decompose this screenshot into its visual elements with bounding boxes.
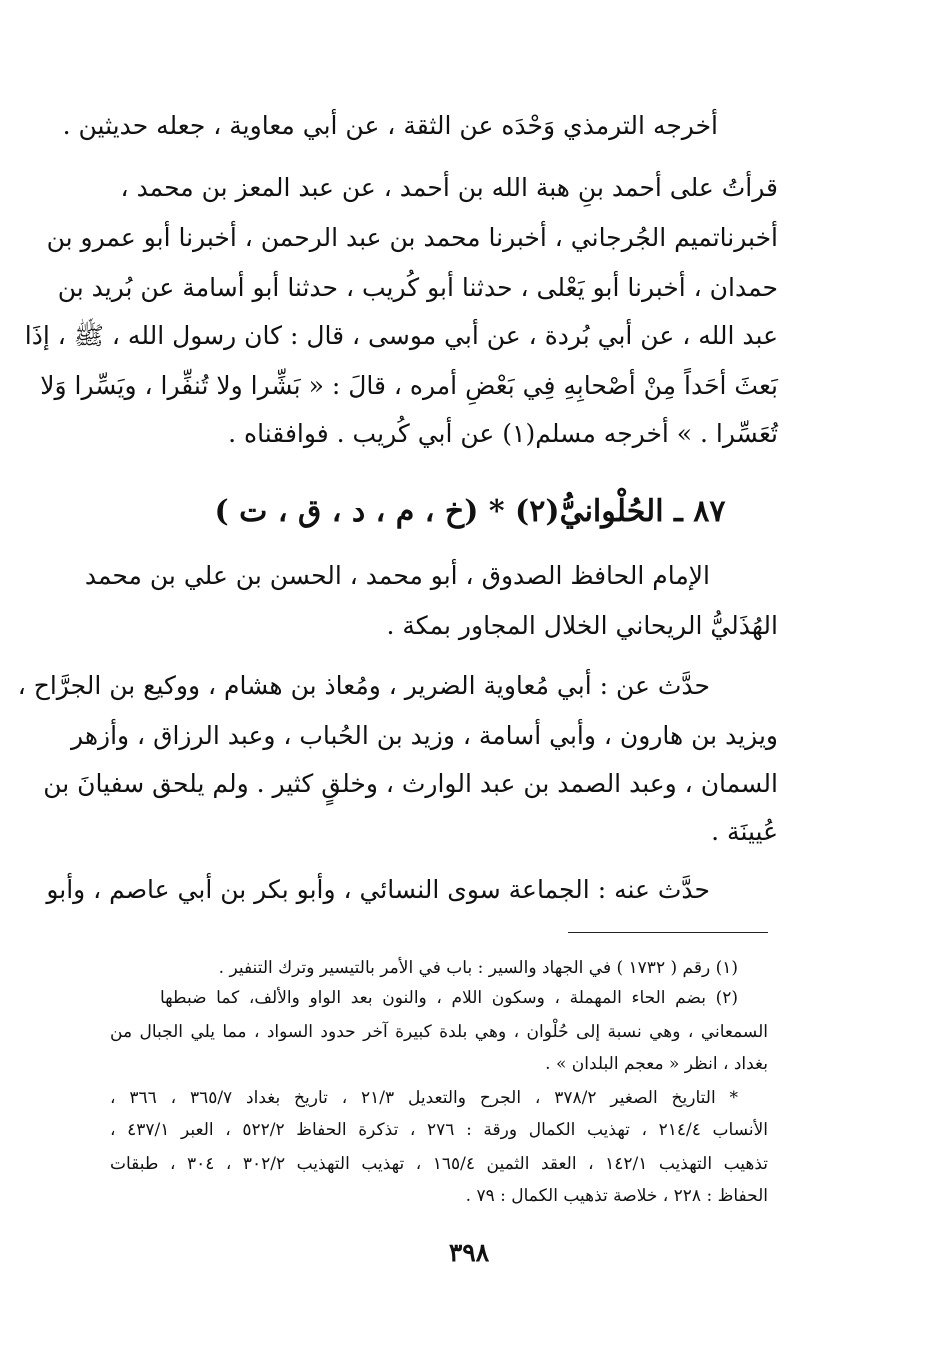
body-line: حمدان ، أخبرنا أبو يَعْلى ، حدثنا أبو كُريب ، حدثنا أبو أسامة عن بُريد بن [57,273,778,302]
body-line: حدَّث عنه : الجماعة سوى النسائي ، وأبو بكر بن أبي عاصم ، وأبو [46,875,710,904]
body-line: الهُذَليُّ الريحاني الخلال المجاور بمكة . [386,611,778,640]
body-line: عبد الله ، عن أبي بُردة ، عن أبي موسى ، قال : كان رسول الله ، ﷺ ، إذَا [24,321,778,350]
footnote-line: الأنساب ٢١٤/٤ ، تهذيب الكمال ورقة : ٢٧٦ ، تذكرة الحفاظ ٥٢٢/٢ ، العبر ٤٣٧/١ ، [110,1120,769,1140]
footnote-line: بغداد ، انظر « معجم البلدان » . [545,1054,768,1074]
page-number: ٣٩٨ [448,1238,490,1267]
body-line: قرأتُ على أحمد بنِ هبة الله بن أحمد ، عن عبد المعز بن محمد ، [120,173,778,202]
footnote-line: الحفاظ : ٢٢٨ ، خلاصة تذهيب الكمال : ٧٩ . [465,1186,768,1206]
footnote-line: السمعاني ، وهي نسبة إلى حُلْوان ، وهي بلدة كبيرة آخر حدود السواد ، مما يلي الجبال من [110,1022,768,1042]
body-line: عُيينَة . [711,817,778,846]
body-line: حدَّث عن : أبي مُعاوية الضرير ، ومُعاذ بن هشام ، ووكيع بن الجرَّاح ، [17,671,710,700]
body-line: الإمام الحافظ الصدوق ، أبو محمد ، الحسن بن علي بن محمد [84,561,710,590]
body-line: بَعثَ أحَداً مِنْ أصْحابِهِ فِي بَعْضِ أمره ، قالَ : « بَشِّرا ولا تُنفِّرا ، ويَسِّرا وَلا [40,371,778,400]
body-line: السمان ، وعبد الصمد بن عبد الوارث ، وخلقٍ كثير . ولم يلحق سفيانَ بن [43,769,778,798]
body-line: تُعَسِّرا . » أخرجه مسلم(١) عن أبي كُريب . فوافقناه . [228,419,778,448]
footnote-line: تذهيب التهذيب ١٤٢/١ ، العقد الثمين ١٦٥/٤ ، تهذيب التهذيب ٣٠٢/٢ ، ٣٠٤ ، طبقات [110,1154,769,1174]
body-line: أخرجه الترمذي وَحْدَه عن الثقة ، عن أبي معاوية ، جعله حديثين . [62,111,718,140]
footnote-divider [568,932,768,933]
body-line: أخبرناتميم الجُرجاني ، أخبرنا محمد بن عبد الرحمن ، أخبرنا أبو عمرو بن [46,223,778,252]
footnote-line: (٢) بضم الحاء المهملة ، وسكون اللام ، والنون بعد الواو والألف، كما ضبطها [160,988,738,1008]
footnote-line: (١) رقم ( ١٧٣٢ ) في الجهاد والسير : باب في الأمر بالتيسير وترك التنفير . [218,958,738,978]
footnote-line: * التاريخ الصغير ٣٧٨/٢ ، الجرح والتعديل ٢١/٣ ، تاريخ بغداد ٣٦٥/٧ ، ٣٦٦ ، [110,1088,739,1108]
entry-heading: ٨٧ ـ الحُلْوانيُّ(٢) * (خ ، م ، د ، ق ، ت ) [214,494,726,529]
body-line: ويزيد بن هارون ، وأبي أسامة ، وزيد بن الحُباب ، وعبد الرزاق ، وأزهر [71,721,778,750]
